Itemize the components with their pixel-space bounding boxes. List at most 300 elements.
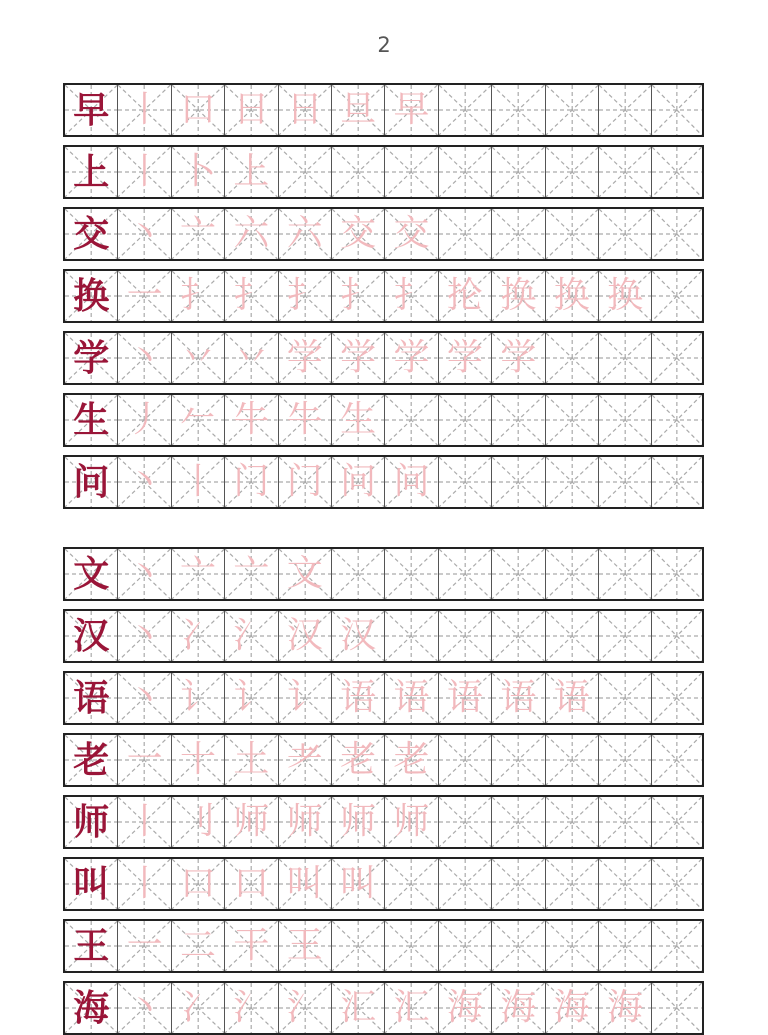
stroke-order-trace: 丨 bbox=[126, 151, 163, 192]
writing-cell bbox=[385, 85, 438, 135]
guide-lines bbox=[599, 85, 651, 135]
stroke-order-trace: 亠 bbox=[233, 553, 270, 594]
guide-lines bbox=[652, 333, 702, 383]
stroke-order-trace: 问 bbox=[393, 461, 430, 502]
stroke-order-trace: 生 bbox=[340, 399, 377, 440]
guide-lines bbox=[332, 549, 384, 599]
guide-lines bbox=[492, 549, 544, 599]
writing-cell bbox=[332, 797, 385, 847]
writing-cell bbox=[332, 611, 385, 661]
practice-row bbox=[63, 795, 704, 849]
writing-cell bbox=[172, 395, 225, 445]
writing-cell bbox=[118, 271, 171, 321]
guide-lines bbox=[599, 457, 651, 507]
writing-cell bbox=[172, 983, 225, 1033]
guide-lines bbox=[546, 333, 598, 383]
stroke-order-trace: 六 bbox=[286, 213, 323, 254]
writing-cell bbox=[118, 735, 171, 785]
writing-cell bbox=[118, 333, 171, 383]
writing-cell bbox=[492, 457, 545, 507]
writing-cell bbox=[652, 549, 702, 599]
model-character: 文 bbox=[73, 553, 110, 595]
writing-cell bbox=[546, 859, 599, 909]
guide-lines bbox=[652, 611, 702, 661]
guide-lines bbox=[599, 797, 651, 847]
guide-lines bbox=[439, 395, 491, 445]
stroke-order-trace: 刂 bbox=[179, 801, 216, 842]
writing-cell bbox=[599, 859, 652, 909]
stroke-order-trace: 丶 bbox=[126, 337, 163, 378]
writing-cell bbox=[172, 673, 225, 723]
writing-cell bbox=[225, 797, 278, 847]
writing-cell bbox=[332, 983, 385, 1033]
guide-lines bbox=[492, 457, 544, 507]
writing-cell bbox=[652, 209, 702, 259]
writing-cell bbox=[492, 271, 545, 321]
stroke-order-trace: 牛 bbox=[286, 399, 323, 440]
writing-cell bbox=[279, 673, 332, 723]
writing-cell bbox=[439, 549, 492, 599]
stroke-order-trace: 师 bbox=[393, 801, 430, 842]
guide-lines bbox=[652, 797, 702, 847]
writing-cell bbox=[599, 85, 652, 135]
writing-cell bbox=[546, 147, 599, 197]
writing-cell bbox=[385, 983, 438, 1033]
guide-lines bbox=[546, 549, 598, 599]
writing-cell bbox=[332, 457, 385, 507]
stroke-order-trace: 口 bbox=[233, 863, 270, 904]
writing-cell bbox=[599, 735, 652, 785]
stroke-order-trace: 氵 bbox=[286, 987, 323, 1028]
writing-cell bbox=[439, 395, 492, 445]
stroke-order-trace: 老 bbox=[340, 739, 377, 780]
guide-lines bbox=[439, 611, 491, 661]
stroke-order-trace: 冫 bbox=[179, 987, 216, 1028]
stroke-order-trace: 日 bbox=[286, 89, 323, 130]
writing-cell bbox=[439, 457, 492, 507]
guide-lines bbox=[599, 859, 651, 909]
writing-cell bbox=[385, 673, 438, 723]
writing-cell bbox=[546, 395, 599, 445]
stroke-order-trace: 日 bbox=[233, 89, 270, 130]
writing-cell bbox=[652, 395, 702, 445]
writing-cell bbox=[225, 457, 278, 507]
stroke-order-trace: 交 bbox=[393, 213, 430, 254]
guide-lines bbox=[332, 147, 384, 197]
guide-lines bbox=[652, 147, 702, 197]
guide-lines bbox=[492, 85, 544, 135]
stroke-order-trace: 抡 bbox=[446, 275, 483, 316]
stroke-order-trace: 𠂉 bbox=[179, 399, 216, 440]
writing-cell bbox=[172, 333, 225, 383]
stroke-order-trace: 丶 bbox=[126, 615, 163, 656]
guide-lines bbox=[652, 735, 702, 785]
writing-cell bbox=[652, 983, 702, 1033]
stroke-order-trace: 学 bbox=[286, 337, 323, 378]
stroke-order-trace: 干 bbox=[233, 925, 270, 966]
writing-cell bbox=[118, 209, 171, 259]
guide-lines bbox=[599, 549, 651, 599]
writing-cell bbox=[652, 457, 702, 507]
model-character: 老 bbox=[73, 739, 110, 781]
practice-row bbox=[63, 207, 704, 261]
stroke-order-trace: 早 bbox=[393, 89, 430, 130]
stroke-order-trace: 冫 bbox=[179, 615, 216, 656]
writing-cell bbox=[118, 549, 171, 599]
practice-row bbox=[63, 981, 704, 1035]
writing-cell bbox=[118, 921, 171, 971]
stroke-order-trace: 师 bbox=[340, 801, 377, 842]
stroke-order-trace: 讠 bbox=[233, 677, 270, 718]
writing-cell bbox=[279, 611, 332, 661]
practice-row bbox=[63, 393, 704, 447]
stroke-order-trace: 丶 bbox=[126, 213, 163, 254]
stroke-order-trace: 土 bbox=[233, 739, 270, 780]
guide-lines bbox=[546, 147, 598, 197]
writing-cell bbox=[546, 921, 599, 971]
writing-cell bbox=[279, 859, 332, 909]
writing-cell bbox=[225, 673, 278, 723]
stroke-order-trace: 丨 bbox=[179, 461, 216, 502]
guide-lines bbox=[546, 85, 598, 135]
guide-lines bbox=[652, 859, 702, 909]
writing-cell bbox=[546, 983, 599, 1033]
writing-cell bbox=[385, 333, 438, 383]
model-cell bbox=[65, 333, 118, 383]
guide-lines bbox=[385, 611, 437, 661]
writing-cell bbox=[172, 549, 225, 599]
guide-lines bbox=[652, 457, 702, 507]
writing-cell bbox=[172, 921, 225, 971]
writing-cell bbox=[118, 673, 171, 723]
guide-lines bbox=[385, 859, 437, 909]
writing-cell bbox=[332, 85, 385, 135]
writing-cell bbox=[225, 147, 278, 197]
writing-cell bbox=[225, 983, 278, 1033]
writing-cell bbox=[332, 147, 385, 197]
stroke-order-trace: 一 bbox=[126, 925, 163, 966]
page-number: 2 bbox=[377, 33, 391, 57]
model-character: 交 bbox=[73, 213, 110, 255]
stroke-order-trace: 二 bbox=[179, 925, 216, 966]
writing-cell bbox=[279, 147, 332, 197]
practice-row bbox=[63, 919, 704, 973]
writing-cell bbox=[225, 611, 278, 661]
stroke-order-trace: 口 bbox=[179, 863, 216, 904]
practice-row bbox=[63, 331, 704, 385]
guide-lines bbox=[332, 921, 384, 971]
writing-cell bbox=[172, 457, 225, 507]
writing-cell bbox=[385, 611, 438, 661]
writing-cell bbox=[599, 797, 652, 847]
writing-cell bbox=[225, 921, 278, 971]
writing-cell bbox=[652, 147, 702, 197]
writing-cell bbox=[332, 673, 385, 723]
writing-cell bbox=[439, 611, 492, 661]
stroke-order-trace: 氵 bbox=[233, 987, 270, 1028]
writing-cell bbox=[492, 333, 545, 383]
model-character: 王 bbox=[73, 925, 110, 967]
guide-lines bbox=[439, 147, 491, 197]
stroke-order-trace: 丶 bbox=[126, 677, 163, 718]
writing-cell bbox=[385, 859, 438, 909]
guide-lines bbox=[652, 271, 702, 321]
writing-cell bbox=[332, 271, 385, 321]
guide-lines bbox=[439, 85, 491, 135]
writing-cell bbox=[439, 859, 492, 909]
stroke-order-trace: 文 bbox=[286, 553, 323, 594]
writing-cell bbox=[172, 735, 225, 785]
model-cell bbox=[65, 85, 118, 135]
model-character: 海 bbox=[73, 987, 110, 1029]
writing-cell bbox=[439, 983, 492, 1033]
model-cell bbox=[65, 209, 118, 259]
stroke-order-trace: 卜 bbox=[179, 151, 216, 192]
writing-cell bbox=[652, 611, 702, 661]
writing-cell bbox=[332, 549, 385, 599]
writing-cell bbox=[225, 271, 278, 321]
writing-cell bbox=[439, 271, 492, 321]
stroke-order-trace: 汇 bbox=[393, 987, 430, 1028]
stroke-order-trace: 丷 bbox=[233, 337, 270, 378]
stroke-order-trace: 问 bbox=[340, 461, 377, 502]
writing-cell bbox=[279, 921, 332, 971]
guide-lines bbox=[546, 797, 598, 847]
model-character: 早 bbox=[73, 89, 110, 131]
writing-cell bbox=[225, 735, 278, 785]
writing-cell bbox=[385, 271, 438, 321]
writing-cell bbox=[439, 921, 492, 971]
guide-lines bbox=[385, 147, 437, 197]
model-cell bbox=[65, 673, 118, 723]
stroke-order-trace: 丶 bbox=[126, 553, 163, 594]
stroke-order-trace: 六 bbox=[233, 213, 270, 254]
writing-cell bbox=[439, 797, 492, 847]
stroke-order-trace: 扌 bbox=[340, 275, 377, 316]
stroke-order-trace: 讠 bbox=[179, 677, 216, 718]
writing-cell bbox=[599, 549, 652, 599]
model-cell bbox=[65, 549, 118, 599]
stroke-order-trace: 扌 bbox=[393, 275, 430, 316]
guide-lines bbox=[492, 147, 544, 197]
guide-lines bbox=[546, 611, 598, 661]
writing-cell bbox=[172, 271, 225, 321]
guide-lines bbox=[385, 921, 437, 971]
writing-cell bbox=[225, 549, 278, 599]
guide-lines bbox=[546, 735, 598, 785]
stroke-order-trace: 王 bbox=[286, 925, 323, 966]
stroke-order-trace: 交 bbox=[340, 213, 377, 254]
guide-lines bbox=[546, 395, 598, 445]
writing-cell bbox=[546, 673, 599, 723]
writing-cell bbox=[652, 859, 702, 909]
model-character: 上 bbox=[73, 151, 110, 193]
model-cell bbox=[65, 735, 118, 785]
stroke-order-trace: 语 bbox=[340, 677, 377, 718]
guide-lines bbox=[439, 457, 491, 507]
stroke-order-trace: 耂 bbox=[286, 739, 323, 780]
practice-row bbox=[63, 609, 704, 663]
writing-cell bbox=[385, 457, 438, 507]
stroke-order-trace: 海 bbox=[500, 987, 537, 1028]
stroke-order-trace: 换 bbox=[607, 275, 644, 316]
guide-lines bbox=[599, 921, 651, 971]
writing-cell bbox=[492, 859, 545, 909]
stroke-order-trace: 海 bbox=[553, 987, 590, 1028]
writing-cell bbox=[279, 209, 332, 259]
guide-lines bbox=[439, 859, 491, 909]
stroke-order-trace: 讠 bbox=[286, 677, 323, 718]
guide-lines bbox=[652, 549, 702, 599]
writing-cell bbox=[225, 209, 278, 259]
guide-lines bbox=[385, 395, 437, 445]
writing-cell bbox=[652, 921, 702, 971]
writing-cell bbox=[279, 271, 332, 321]
writing-cell bbox=[546, 549, 599, 599]
writing-cell bbox=[652, 271, 702, 321]
stroke-order-trace: 汇 bbox=[340, 987, 377, 1028]
practice-row bbox=[63, 547, 704, 601]
writing-cell bbox=[492, 395, 545, 445]
writing-cell bbox=[332, 395, 385, 445]
stroke-order-trace: 氵 bbox=[233, 615, 270, 656]
stroke-order-trace: 一 bbox=[126, 739, 163, 780]
stroke-order-trace: 老 bbox=[393, 739, 430, 780]
model-character: 学 bbox=[73, 337, 110, 379]
stroke-order-trace: 扌 bbox=[179, 275, 216, 316]
writing-cell bbox=[279, 333, 332, 383]
writing-cell bbox=[599, 921, 652, 971]
model-cell bbox=[65, 859, 118, 909]
writing-cell bbox=[652, 85, 702, 135]
model-character: 语 bbox=[73, 677, 110, 719]
stroke-order-trace: 汉 bbox=[286, 615, 323, 656]
model-cell bbox=[65, 395, 118, 445]
stroke-order-trace: 海 bbox=[446, 987, 483, 1028]
guide-lines bbox=[599, 209, 651, 259]
model-character: 生 bbox=[73, 399, 110, 441]
writing-cell bbox=[332, 209, 385, 259]
stroke-order-trace: 亠 bbox=[179, 553, 216, 594]
stroke-order-trace: 丶 bbox=[126, 987, 163, 1028]
writing-cell bbox=[225, 333, 278, 383]
model-character: 换 bbox=[73, 275, 110, 317]
guide-lines bbox=[492, 395, 544, 445]
model-cell bbox=[65, 921, 118, 971]
stroke-order-trace: 亠 bbox=[179, 213, 216, 254]
writing-cell bbox=[492, 797, 545, 847]
guide-lines bbox=[599, 735, 651, 785]
writing-cell bbox=[652, 673, 702, 723]
guide-lines bbox=[599, 395, 651, 445]
writing-cell bbox=[385, 147, 438, 197]
guide-lines bbox=[599, 333, 651, 383]
writing-cell bbox=[172, 611, 225, 661]
guide-lines bbox=[439, 921, 491, 971]
stroke-order-trace: 海 bbox=[607, 987, 644, 1028]
writing-cell bbox=[279, 457, 332, 507]
writing-cell bbox=[599, 983, 652, 1033]
stroke-order-trace: 丨 bbox=[126, 863, 163, 904]
writing-cell bbox=[492, 611, 545, 661]
guide-lines bbox=[652, 85, 702, 135]
practice-row bbox=[63, 857, 704, 911]
guide-lines bbox=[492, 797, 544, 847]
writing-cell bbox=[279, 85, 332, 135]
guide-lines bbox=[652, 921, 702, 971]
guide-lines bbox=[439, 209, 491, 259]
guide-lines bbox=[279, 147, 331, 197]
model-character: 汉 bbox=[73, 615, 110, 657]
guide-lines bbox=[546, 209, 598, 259]
stroke-order-trace: 丨 bbox=[126, 801, 163, 842]
model-cell bbox=[65, 457, 118, 507]
writing-cell bbox=[225, 85, 278, 135]
writing-cell bbox=[172, 85, 225, 135]
writing-cell bbox=[118, 859, 171, 909]
stroke-order-trace: 牛 bbox=[233, 399, 270, 440]
stroke-order-trace: 门 bbox=[286, 461, 323, 502]
writing-cell bbox=[172, 797, 225, 847]
writing-cell bbox=[546, 457, 599, 507]
writing-cell bbox=[492, 85, 545, 135]
stroke-order-trace: 语 bbox=[446, 677, 483, 718]
writing-cell bbox=[118, 457, 171, 507]
stroke-order-trace: 师 bbox=[233, 801, 270, 842]
guide-lines bbox=[492, 859, 544, 909]
writing-cell bbox=[279, 735, 332, 785]
writing-cell bbox=[332, 859, 385, 909]
writing-cell bbox=[492, 921, 545, 971]
writing-cell bbox=[439, 673, 492, 723]
writing-cell bbox=[279, 549, 332, 599]
practice-row bbox=[63, 455, 704, 509]
writing-cell bbox=[652, 797, 702, 847]
model-cell bbox=[65, 147, 118, 197]
stroke-order-trace: 丿 bbox=[126, 399, 163, 440]
writing-cell bbox=[599, 333, 652, 383]
writing-cell bbox=[225, 859, 278, 909]
writing-cell bbox=[385, 921, 438, 971]
stroke-order-trace: 旦 bbox=[340, 89, 377, 130]
writing-cell bbox=[385, 735, 438, 785]
writing-cell bbox=[118, 147, 171, 197]
model-character: 叫 bbox=[73, 863, 110, 905]
stroke-order-trace: 丷 bbox=[179, 337, 216, 378]
writing-cell bbox=[599, 457, 652, 507]
guide-lines bbox=[439, 735, 491, 785]
stroke-order-trace: 语 bbox=[500, 677, 537, 718]
writing-cell bbox=[599, 271, 652, 321]
writing-cell bbox=[439, 333, 492, 383]
stroke-order-trace: 叫 bbox=[286, 863, 323, 904]
guide-lines bbox=[546, 457, 598, 507]
guide-lines bbox=[652, 983, 702, 1033]
writing-cell bbox=[599, 395, 652, 445]
guide-lines bbox=[546, 859, 598, 909]
stroke-order-trace: 换 bbox=[553, 275, 590, 316]
guide-lines bbox=[652, 673, 702, 723]
stroke-order-trace: 丶 bbox=[126, 461, 163, 502]
stroke-order-trace: 叫 bbox=[340, 863, 377, 904]
writing-cell bbox=[172, 859, 225, 909]
practice-row bbox=[63, 671, 704, 725]
writing-cell bbox=[652, 333, 702, 383]
stroke-order-trace: 口 bbox=[179, 89, 216, 130]
model-cell bbox=[65, 797, 118, 847]
stroke-order-trace: 师 bbox=[286, 801, 323, 842]
practice-row bbox=[63, 733, 704, 787]
